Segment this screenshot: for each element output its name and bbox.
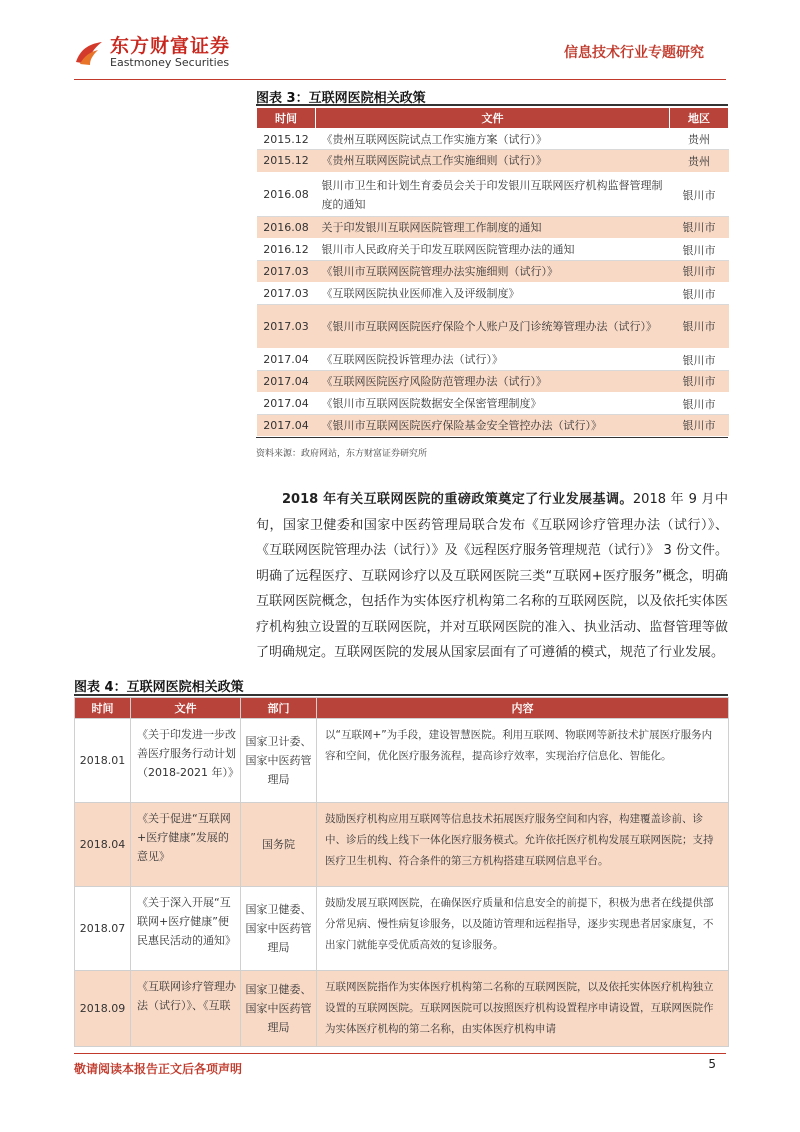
time-cell: 2018.04: [75, 803, 131, 887]
table-row: [257, 217, 729, 239]
region-cell: 银川市: [670, 371, 729, 393]
time-cell: 2018.01: [75, 719, 131, 803]
column-header: 时间: [257, 108, 316, 129]
content-cell: 以“互联网+”为手段，建设智慧医院。利用互联网、物联网等新技术扩展医疗服务内容和空间，优化医疗服务流程，提高诊疗效率，实现治疗信息化、智能化。: [317, 719, 729, 803]
table-row: [257, 261, 729, 283]
figure3-source-note: 资料来源：政府网站，东方财富证券研究所: [256, 449, 428, 459]
time-cell: 2015.12: [257, 150, 316, 173]
paragraph-body: 2018 年 9 月中旬，国家卫健委和国家中医药管理局联合发布《互联网诊疗管理办法（试行）》、《互联网医院管理办法（试行）》及《远程医疗服务管理规范（试行）》 3 份文件。明确了远程医疗、互联网诊疗以及互联网医院三类“互联网+医疗服务”概念，明确互联网医院概念，包括作为实体医疗机构第二名称的互联网医院，以及依托实体医疗机构独立设置的互联网医院，并对互联网医院的准入、执业活动、监督管理等做了明确规定。互联网医院的发展从国家层面有了可遵循的模式，规范了行业发展。: [256, 492, 728, 660]
department-cell: 国务院: [241, 803, 317, 887]
document-cell: 《关于深入开展“互联网+医疗健康”便民惠民活动的通知》: [131, 887, 241, 971]
table-header-row: [75, 698, 729, 719]
region-cell: 银川市: [670, 283, 729, 305]
document-cell: 银川市人民政府关于印发互联网医院管理办法的通知: [316, 239, 670, 261]
footer-divider: [74, 1053, 726, 1054]
column-header: 文件: [131, 698, 241, 719]
figure3-table: [256, 107, 729, 438]
table-row: [75, 887, 729, 971]
figure3-bottom-rule: [256, 437, 728, 438]
table-row: [75, 971, 729, 1047]
region-cell: 贵州: [670, 129, 729, 150]
figure4-top-rule: [74, 694, 728, 696]
column-header: 文件: [316, 108, 670, 129]
table-row: [257, 239, 729, 261]
report-type-label: 信息技术行业专题研究: [564, 45, 704, 61]
eastmoney-logo-icon: [74, 40, 104, 66]
figure4-caption: 图表 4：互联网医院相关政策: [74, 680, 244, 695]
time-cell: 2017.04: [257, 415, 316, 437]
table-row: [257, 129, 729, 150]
table-row: [75, 719, 729, 803]
table-row: [257, 415, 729, 437]
table-row: [257, 305, 729, 349]
footer-disclaimer: 敬请阅读本报告正文后各项声明: [74, 1062, 243, 1076]
document-cell: 《互联网医院医疗风险防范管理办法（试行）》: [316, 371, 670, 393]
figure4-table: [74, 697, 729, 1047]
page-header: [0, 0, 800, 80]
document-cell: 关于印发银川互联网医院管理工作制度的通知: [316, 217, 670, 239]
region-cell: 银川市: [670, 217, 729, 239]
time-cell: 2016.12: [257, 239, 316, 261]
time-cell: 2017.03: [257, 261, 316, 283]
time-cell: 2017.04: [257, 371, 316, 393]
region-cell: 银川市: [670, 239, 729, 261]
document-cell: 《贵州互联网医院试点工作实施方案（试行）》: [316, 129, 670, 150]
time-cell: 2017.03: [257, 305, 316, 349]
column-header: 部门: [241, 698, 317, 719]
time-cell: 2015.12: [257, 129, 316, 150]
department-cell: 国家卫健委、国家中医药管理局: [241, 887, 317, 971]
document-cell: 《贵州互联网医院试点工作实施细则（试行）》: [316, 150, 670, 173]
table-row: [257, 283, 729, 305]
paragraph-lead: 2018 年有关互联网医院的重磅政策奠定了行业发展基调。: [282, 492, 633, 507]
figure3-caption: 图表 3：互联网医院相关政策: [256, 91, 426, 106]
content-cell: 鼓励医疗机构应用互联网等信息技术拓展医疗服务空间和内容，构建覆盖诊前、诊中、诊后的线上线下一体化医疗服务模式。允许依托医疗机构发展互联网医院；支持医疗卫生机构、符合条件的第三方机构搭建互联网信息平台。: [317, 803, 729, 887]
table-row: [257, 150, 729, 173]
body-paragraph: [256, 487, 728, 666]
time-cell: 2016.08: [257, 173, 316, 217]
document-cell: 《关于印发进一步改善医疗服务行动计划（2018-2021 年）》: [131, 719, 241, 803]
department-cell: 国家卫计委、国家中医药管理局: [241, 719, 317, 803]
table-row: [257, 371, 729, 393]
region-cell: 贵州: [670, 150, 729, 173]
time-cell: 2017.03: [257, 283, 316, 305]
table-header-row: [257, 108, 729, 129]
page-number: 5: [708, 1057, 716, 1071]
company-logo: [74, 36, 230, 70]
column-header: 内容: [317, 698, 729, 719]
logo-english-name: Eastmoney Securities: [110, 56, 230, 69]
table-row: [257, 349, 729, 371]
header-divider: [74, 79, 726, 80]
department-cell: 国家卫健委、国家中医药管理局: [241, 971, 317, 1047]
document-cell: 《银川市互联网医院医疗保险基金安全管控办法（试行）》: [316, 415, 670, 437]
content-cell: 鼓励发展互联网医院，在确保医疗质量和信息安全的前提下，积极为患者在线提供部分常见病、慢性病复诊服务，以及随访管理和远程指导，逐步实现患者居家康复，不出家门就能享受优质高效的复诊服务。: [317, 887, 729, 971]
figure3-top-rule: [256, 104, 728, 106]
region-cell: 银川市: [670, 305, 729, 349]
document-cell: 《互联网医院投诉管理办法（试行）》: [316, 349, 670, 371]
table-row: [75, 803, 729, 887]
time-cell: 2018.07: [75, 887, 131, 971]
document-cell: 《银川市互联网医院数据安全保密管理制度》: [316, 393, 670, 415]
document-cell: 银川市卫生和计划生育委员会关于印发银川互联网医疗机构监督管理制度的通知: [316, 173, 670, 217]
logo-chinese-name: 东方财富证券: [110, 35, 231, 57]
document-cell: 《互联网医院执业医师准入及评级制度》: [316, 283, 670, 305]
time-cell: 2018.09: [75, 971, 131, 1047]
time-cell: 2017.04: [257, 349, 316, 371]
region-cell: 银川市: [670, 261, 729, 283]
document-cell: 《银川市互联网医院医疗保险个人账户及门诊统筹管理办法（试行）》: [316, 305, 670, 349]
region-cell: 银川市: [670, 393, 729, 415]
table-row: [257, 173, 729, 217]
document-cell: 《互联网诊疗管理办法（试行）》、《互联: [131, 971, 241, 1047]
column-header: 时间: [75, 698, 131, 719]
time-cell: 2017.04: [257, 393, 316, 415]
region-cell: 银川市: [670, 415, 729, 437]
document-cell: 《银川市互联网医院管理办法实施细则（试行）》: [316, 261, 670, 283]
region-cell: 银川市: [670, 173, 729, 217]
column-header: 地区: [670, 108, 729, 129]
document-cell: 《关于促进“互联网+医疗健康”发展的意见》: [131, 803, 241, 887]
region-cell: 银川市: [670, 349, 729, 371]
table-row: [257, 393, 729, 415]
content-cell: 互联网医院指作为实体医疗机构第二名称的互联网医院，以及依托实体医疗机构独立设置的互联网医院。互联网医院可以按照医疗机构设置程序申请设置，互联网医院作为实体医疗机构的第二名称，由实体医疗机构申请: [317, 971, 729, 1047]
time-cell: 2016.08: [257, 217, 316, 239]
